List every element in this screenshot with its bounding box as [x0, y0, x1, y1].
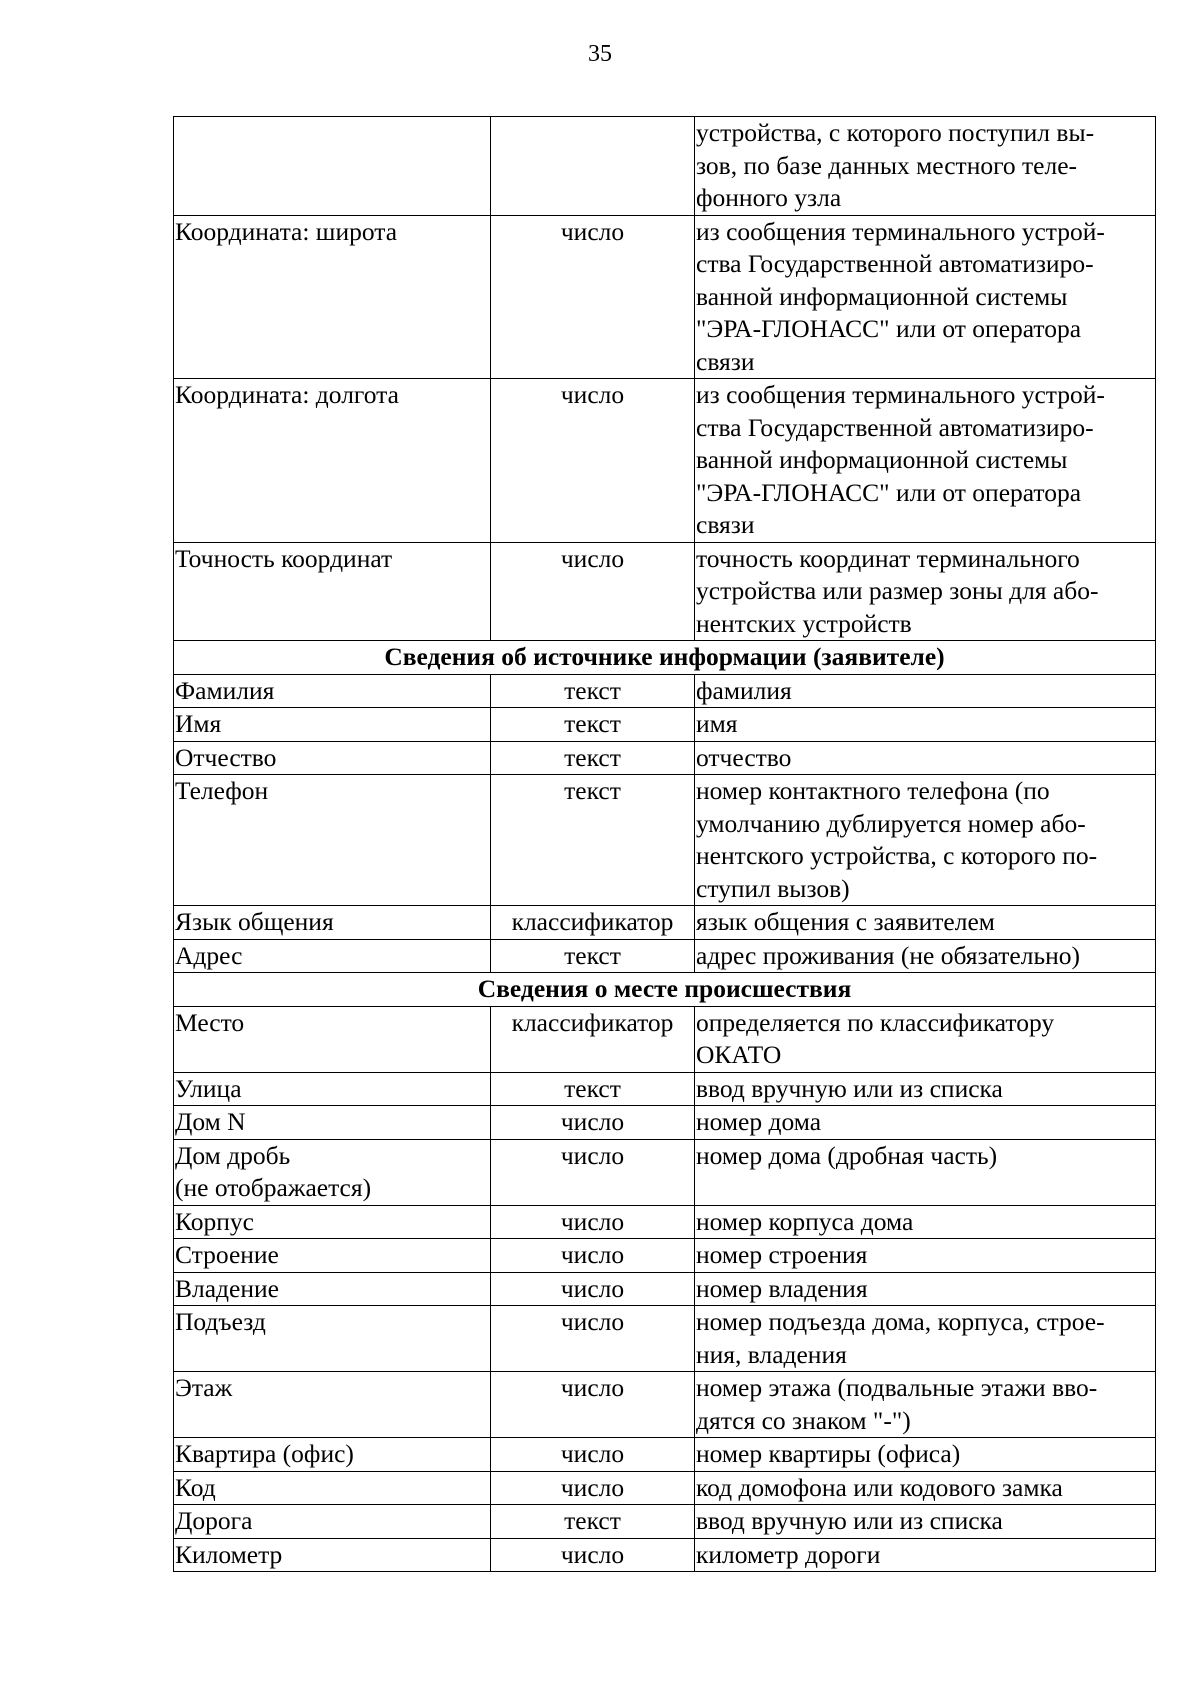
- table-row: [174, 542, 1156, 641]
- field-description-cell: [695, 542, 1156, 641]
- field-name-line: Километр: [175, 1539, 283, 1569]
- field-name-line: Строение: [175, 1240, 279, 1269]
- field-description-cell: [695, 1272, 1156, 1306]
- section-title: Сведения о месте происшествия: [174, 973, 1156, 1007]
- field-type-cell: классификатор: [491, 906, 695, 940]
- field-type-cell: текст: [491, 775, 695, 906]
- field-name-cell: [174, 1106, 491, 1140]
- field-description-cell: [695, 1505, 1156, 1539]
- table-row: [174, 1306, 1156, 1372]
- field-description-line: определяется по классификатору: [696, 1007, 1055, 1037]
- field-description-line: "ЭРА-ГЛОНАСС" или от оператора: [696, 477, 1082, 507]
- field-description-line: ввод вручную или из списка: [696, 1506, 1003, 1535]
- field-description-line: номер контактного телефона (по: [696, 776, 1050, 805]
- field-name-cell: [174, 674, 491, 708]
- field-description-cell: [695, 674, 1156, 708]
- field-description-cell: [695, 906, 1156, 940]
- field-type-cell: текст: [491, 674, 695, 708]
- table-row: [174, 1438, 1156, 1472]
- table-row: [174, 906, 1156, 940]
- field-name-cell: [174, 1072, 491, 1106]
- field-name-line: Имя: [175, 709, 222, 738]
- field-name-cell: [174, 939, 491, 973]
- table-row: [174, 1072, 1156, 1106]
- field-description-cell: [695, 1372, 1156, 1438]
- field-description-line: фонного узла: [696, 183, 842, 212]
- field-name-line: Телефон: [175, 776, 269, 805]
- field-description-cell: [695, 1205, 1156, 1239]
- field-description-cell: [695, 741, 1156, 775]
- field-name-cell: [174, 775, 491, 906]
- field-name-line: Улица: [175, 1073, 242, 1103]
- field-type-cell: текст: [491, 939, 695, 973]
- field-name-line: (не отображается): [175, 1173, 372, 1202]
- field-name-cell: [174, 117, 491, 216]
- field-description-line: язык общения с заявителем: [696, 907, 995, 936]
- field-description-line: ступил вызов): [696, 873, 850, 903]
- field-description-line: дятся со знаком "-"): [696, 1405, 911, 1435]
- page-number: 35: [588, 41, 612, 67]
- field-name-cell: [174, 708, 491, 742]
- field-description-cell: [695, 1538, 1156, 1572]
- section-header-row: [174, 641, 1156, 675]
- field-description-line: из сообщения терминального устрой-: [696, 380, 1105, 409]
- field-type-cell: число: [491, 542, 695, 641]
- field-type-cell: число: [491, 1205, 695, 1239]
- table-row: [174, 708, 1156, 742]
- field-name-cell: [174, 1538, 491, 1572]
- field-name-line: [175, 117, 488, 150]
- field-description-cell: [695, 1072, 1156, 1106]
- table-row: [174, 1272, 1156, 1306]
- field-name-line: Дорога: [175, 1506, 253, 1535]
- field-description-line: фамилия: [696, 675, 792, 705]
- field-description-cell: [695, 1471, 1156, 1505]
- field-name-line: Дом N: [175, 1107, 246, 1136]
- field-type-cell: текст: [491, 708, 695, 742]
- field-description-cell: [695, 939, 1156, 973]
- table-row: [174, 1205, 1156, 1239]
- field-description-cell: [695, 1006, 1156, 1072]
- field-description-line: номер корпуса дома: [696, 1206, 914, 1236]
- table-row: [174, 939, 1156, 973]
- field-description-line: ния, владения: [696, 1339, 847, 1369]
- field-name-cell: [174, 542, 491, 641]
- field-description-line: ввод вручную или из списка: [696, 1073, 1003, 1103]
- field-description-cell: [695, 1306, 1156, 1372]
- table-row: [174, 1006, 1156, 1072]
- field-description-line: номер дома: [696, 1107, 822, 1136]
- field-type-cell: [491, 117, 695, 216]
- field-description-line: номер владения: [696, 1273, 868, 1303]
- field-name-line: Точность координат: [175, 543, 393, 573]
- fields-table-body: [174, 117, 1156, 1572]
- field-type-cell: число: [491, 379, 695, 543]
- field-description-line: связи: [696, 346, 755, 376]
- field-description-line: точность координат терминального: [696, 543, 1080, 573]
- field-name-cell: [174, 1205, 491, 1239]
- field-description-line: ства Государственной автоматизиро-: [696, 249, 1094, 278]
- field-description-cell: [695, 775, 1156, 906]
- field-description-line: ванной информационной системы: [696, 281, 1068, 311]
- table-row: [174, 1471, 1156, 1505]
- field-name-cell: [174, 1272, 491, 1306]
- field-name-line: Этаж: [175, 1373, 233, 1402]
- field-name-line: Фамилия: [175, 675, 275, 705]
- section-title: Сведения об источнике информации (заявителе): [174, 641, 1156, 675]
- table-row: [174, 674, 1156, 708]
- field-type-cell: число: [491, 1538, 695, 1572]
- field-description-cell: [695, 215, 1156, 379]
- field-name-cell: [174, 1372, 491, 1438]
- field-name-line: Адрес: [175, 940, 243, 970]
- field-name-cell: [174, 906, 491, 940]
- table-row: [174, 741, 1156, 775]
- field-name-cell: [174, 379, 491, 543]
- table-row: [174, 775, 1156, 906]
- field-description-line: устройства или размер зоны для або-: [696, 576, 1099, 605]
- field-description-line: адрес проживания (не обязательно): [696, 940, 1080, 970]
- field-name-line: Подъезд: [175, 1307, 266, 1336]
- field-name-cell: [174, 1139, 491, 1205]
- table-row: [174, 1106, 1156, 1140]
- field-type-cell: число: [491, 1306, 695, 1372]
- fields-table: [173, 116, 1156, 1572]
- field-description-line: нентского устройства, с которого по-: [696, 841, 1098, 870]
- field-name-cell: [174, 1239, 491, 1273]
- field-name-cell: [174, 741, 491, 775]
- field-description-line: номер квартиры (офиса): [696, 1439, 961, 1468]
- field-type-cell: число: [491, 1272, 695, 1306]
- field-name-line: Координата: долгота: [175, 380, 399, 409]
- field-description-line: номер этажа (подвальные этажи вво-: [696, 1373, 1098, 1402]
- field-type-cell: текст: [491, 1072, 695, 1106]
- field-description-cell: [695, 117, 1156, 216]
- field-name-line: Корпус: [175, 1206, 254, 1236]
- field-name-line: Код: [175, 1472, 216, 1502]
- field-description-line: из сообщения терминального устрой-: [696, 216, 1105, 246]
- field-description-cell: [695, 708, 1156, 742]
- field-type-cell: число: [491, 1106, 695, 1140]
- field-name-cell: [174, 1438, 491, 1472]
- field-description-line: номер дома (дробная часть): [696, 1140, 998, 1170]
- field-name-cell: [174, 215, 491, 379]
- field-name-line: Отчество: [175, 742, 277, 772]
- field-description-line: отчество: [696, 742, 792, 772]
- table-row: [174, 117, 1156, 216]
- field-name-line: Дом дробь: [175, 1140, 291, 1170]
- field-type-cell: классификатор: [491, 1006, 695, 1072]
- field-description-line: связи: [696, 510, 755, 539]
- field-type-cell: число: [491, 1139, 695, 1205]
- field-name-line: Место: [175, 1007, 245, 1037]
- field-type-cell: число: [491, 1471, 695, 1505]
- field-description-line: номер строения: [696, 1240, 868, 1269]
- table-row: [174, 1139, 1156, 1205]
- field-description-line: "ЭРА-ГЛОНАСС" или от оператора: [696, 314, 1082, 343]
- field-type-cell: текст: [491, 1505, 695, 1539]
- field-description-line: имя: [696, 709, 738, 738]
- field-type-cell: число: [491, 1239, 695, 1273]
- section-header-row: [174, 973, 1156, 1007]
- field-description-line: нентских устройств: [696, 608, 912, 638]
- field-description-cell: [695, 1239, 1156, 1273]
- field-description-cell: [695, 1139, 1156, 1205]
- field-type-cell: число: [491, 215, 695, 379]
- field-description-line: зов, по базе данных местного теле-: [696, 150, 1078, 180]
- table-row: [174, 379, 1156, 543]
- field-description-line: умолчанию дублируется номер або-: [696, 808, 1086, 838]
- field-name-cell: [174, 1006, 491, 1072]
- field-name-line: Координата: широта: [175, 216, 398, 246]
- field-name-cell: [174, 1505, 491, 1539]
- table-row: [174, 1239, 1156, 1273]
- field-type-cell: число: [491, 1372, 695, 1438]
- field-name-cell: [174, 1306, 491, 1372]
- table-row: [174, 1538, 1156, 1572]
- table-row: [174, 1505, 1156, 1539]
- field-description-line: ства Государственной автоматизиро-: [696, 412, 1094, 442]
- field-type-cell: число: [491, 1438, 695, 1472]
- field-description-cell: [695, 379, 1156, 543]
- field-name-cell: [174, 1471, 491, 1505]
- field-name-line: Владение: [175, 1273, 279, 1303]
- field-description-line: ванной информационной системы: [696, 445, 1068, 474]
- table-row: [174, 1372, 1156, 1438]
- field-name-line: Язык общения: [175, 907, 334, 936]
- field-name-line: Квартира (офис): [175, 1439, 354, 1468]
- field-description-line: километр дороги: [696, 1539, 881, 1569]
- table-row: [174, 215, 1156, 379]
- field-description-line: устройства, с которого поступил вы-: [696, 118, 1095, 147]
- field-description-line: код домофона или кодового замка: [696, 1472, 1063, 1502]
- field-description-cell: [695, 1438, 1156, 1472]
- field-description-line: ОКАТО: [696, 1040, 782, 1069]
- field-description-cell: [695, 1106, 1156, 1140]
- field-type-cell: текст: [491, 741, 695, 775]
- field-description-line: номер подъезда дома, корпуса, строе-: [696, 1307, 1105, 1336]
